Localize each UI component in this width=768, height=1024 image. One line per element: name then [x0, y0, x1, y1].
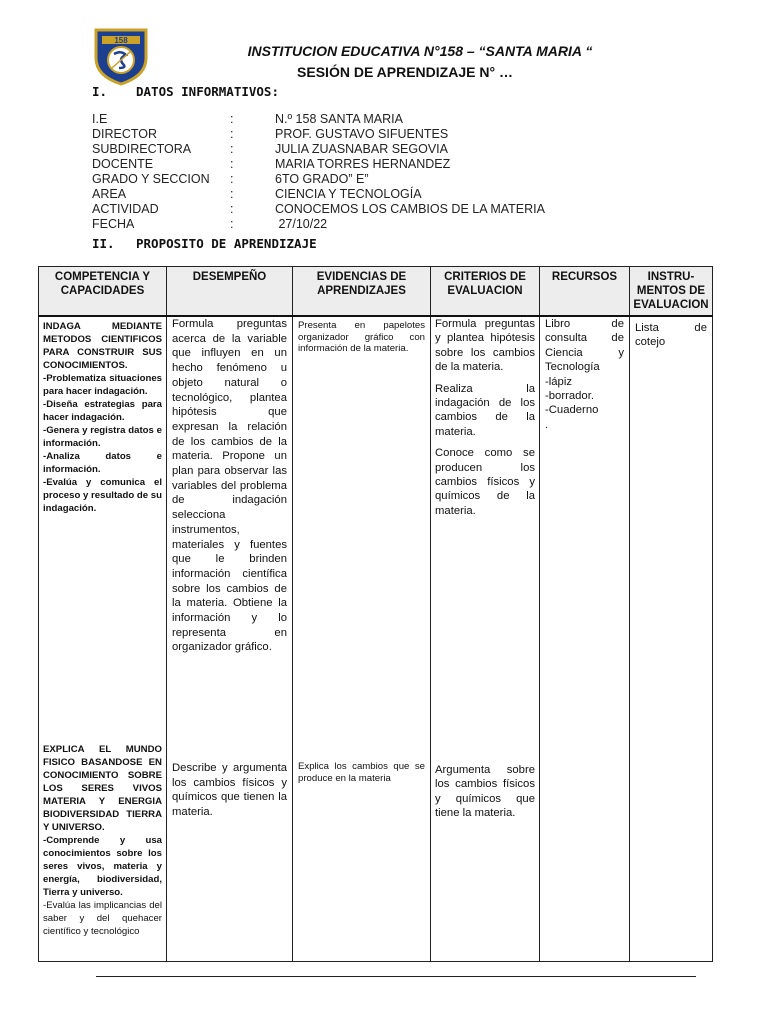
section-heading-datos: [92, 84, 279, 99]
section-number: I.: [92, 84, 108, 99]
school-logo: [92, 24, 150, 86]
session-title: SESIÓN DE APRENDIZAJE N° …: [297, 64, 513, 80]
criterios-group-2: Argumenta sobre los cambios físicos y químicos que tiene la materia.: [435, 764, 535, 820]
info-list: [92, 112, 545, 232]
evidencia-1: Presenta en papelotes organizador gráfico con información de la materia.: [298, 320, 425, 354]
header-recursos: RECURSOS: [540, 267, 630, 317]
desempeno-cell: [167, 316, 293, 962]
info-row: AREA : CIENCIA Y TECNOLOGÍA: [92, 187, 422, 201]
desempeno-2: Describe y argumenta los cambios físicos y químicos que tienen la materia.: [172, 762, 287, 819]
table-header-row: [39, 267, 713, 317]
instrumentos-cell: [630, 316, 713, 962]
info-row: I.E : N.º 158 SANTA MARIA: [92, 112, 403, 126]
recursos-cell: [540, 316, 630, 962]
header-desempeno: DESEMPEÑO: [167, 267, 293, 317]
info-row: DIRECTOR : PROF. GUSTAVO SIFUENTES: [92, 127, 449, 141]
evidencias-cell: [293, 316, 431, 962]
institution-title: INSTITUCION EDUCATIVA N°158 – “SANTA MARIA “: [247, 43, 593, 59]
recurso-item: -Cuaderno: [545, 404, 599, 417]
competencia-cell: [39, 316, 167, 962]
info-row: GRADO Y SECCION : 6TO GRADO” E”: [92, 172, 369, 186]
learning-purpose-table: [38, 266, 713, 962]
table-row: [39, 316, 713, 962]
recurso-item: Libro de consulta de Ciencia y Tecnología: [545, 318, 624, 374]
desempeno-1: Formula preguntas acerca de la variable que influyen en un hecho fenómeno u objeto natural o tecnológico, plantea hipótesis que expresan la relación de los cambios de la materia. Propone un plan para observar las variables del problema de indagación selecciona instrumentos, materiales y fuentes que le brinden información científica sobre los cambios de la materia. Obtiene la información y lo representa en organizador gráfico.: [172, 318, 287, 654]
footer-divider: [96, 976, 696, 977]
instrumento-item: Lista de cotejo: [635, 322, 707, 349]
recurso-item: .: [545, 418, 549, 431]
section-title: DATOS INFORMATIVOS:: [136, 84, 279, 99]
header-instrumentos: INSTRU-MENTOS DE EVALUACION: [630, 267, 713, 317]
header-criterios: CRITERIOS DE EVALUACION: [431, 267, 540, 317]
recurso-item: -borrador.: [545, 390, 594, 403]
header-competencia: COMPETENCIA Y CAPACIDADES: [39, 267, 167, 317]
criterios-group-1: Formula preguntas y plantea hipótesis sobre los cambios de la materia. Realiza la indagación de los cambios de la materia. Conoce como se producen los cambios físicos y químicos de la materia.: [435, 318, 535, 517]
section-heading-proposito: [92, 236, 317, 251]
section-number: II.: [92, 236, 115, 251]
section-title: PROPOSITO DE APRENDIZAJE: [136, 236, 317, 251]
info-row: SUBDIRECTORA : JULIA ZUASNABAR SEGOVIA: [92, 142, 448, 156]
header-evidencias: EVIDENCIAS DE APRENDIZAJES: [293, 267, 431, 317]
info-row: DOCENTE : MARIA TORRES HERNANDEZ: [92, 157, 451, 171]
logo-number: 158: [114, 36, 128, 45]
info-row: FECHA : 27/10/22: [92, 217, 328, 231]
criterios-cell: [431, 316, 540, 962]
recurso-item: -lápiz: [545, 375, 572, 388]
competencia-explica: EXPLICA EL MUNDO FISICO BASANDOSE EN CONOCIMIENTO SOBRE LOS SERES VIVOS MATERIA Y ENERGIA BIODIVERSIDAD TIERRA Y UNIVERSO. -Comprende y usa conocimientos sobre los seres vivos, materia y energía, biodiversidad, Tierra y universo. -Evalúa las implicancias del saber y del quehacer científico y tecnológico: [43, 744, 162, 937]
evidencia-2: Explica los cambios que se produce en la materia: [298, 761, 425, 784]
info-row: ACTIVIDAD : CONOCEMOS LOS CAMBIOS DE LA MATERIA: [92, 202, 545, 216]
competencia-indaga: INDAGA MEDIANTE METODOS CIENTIFICOS PARA CONSTRUIR SUS CONOCIMIENTOS. -Problematiza situaciones para hacer indagación. -Diseña estrategias para hacer indagación. -Genera y registra datos e información. -Analiza datos e información. -Evalúa y comunica el proceso y resultado de su indagación.: [43, 321, 162, 514]
